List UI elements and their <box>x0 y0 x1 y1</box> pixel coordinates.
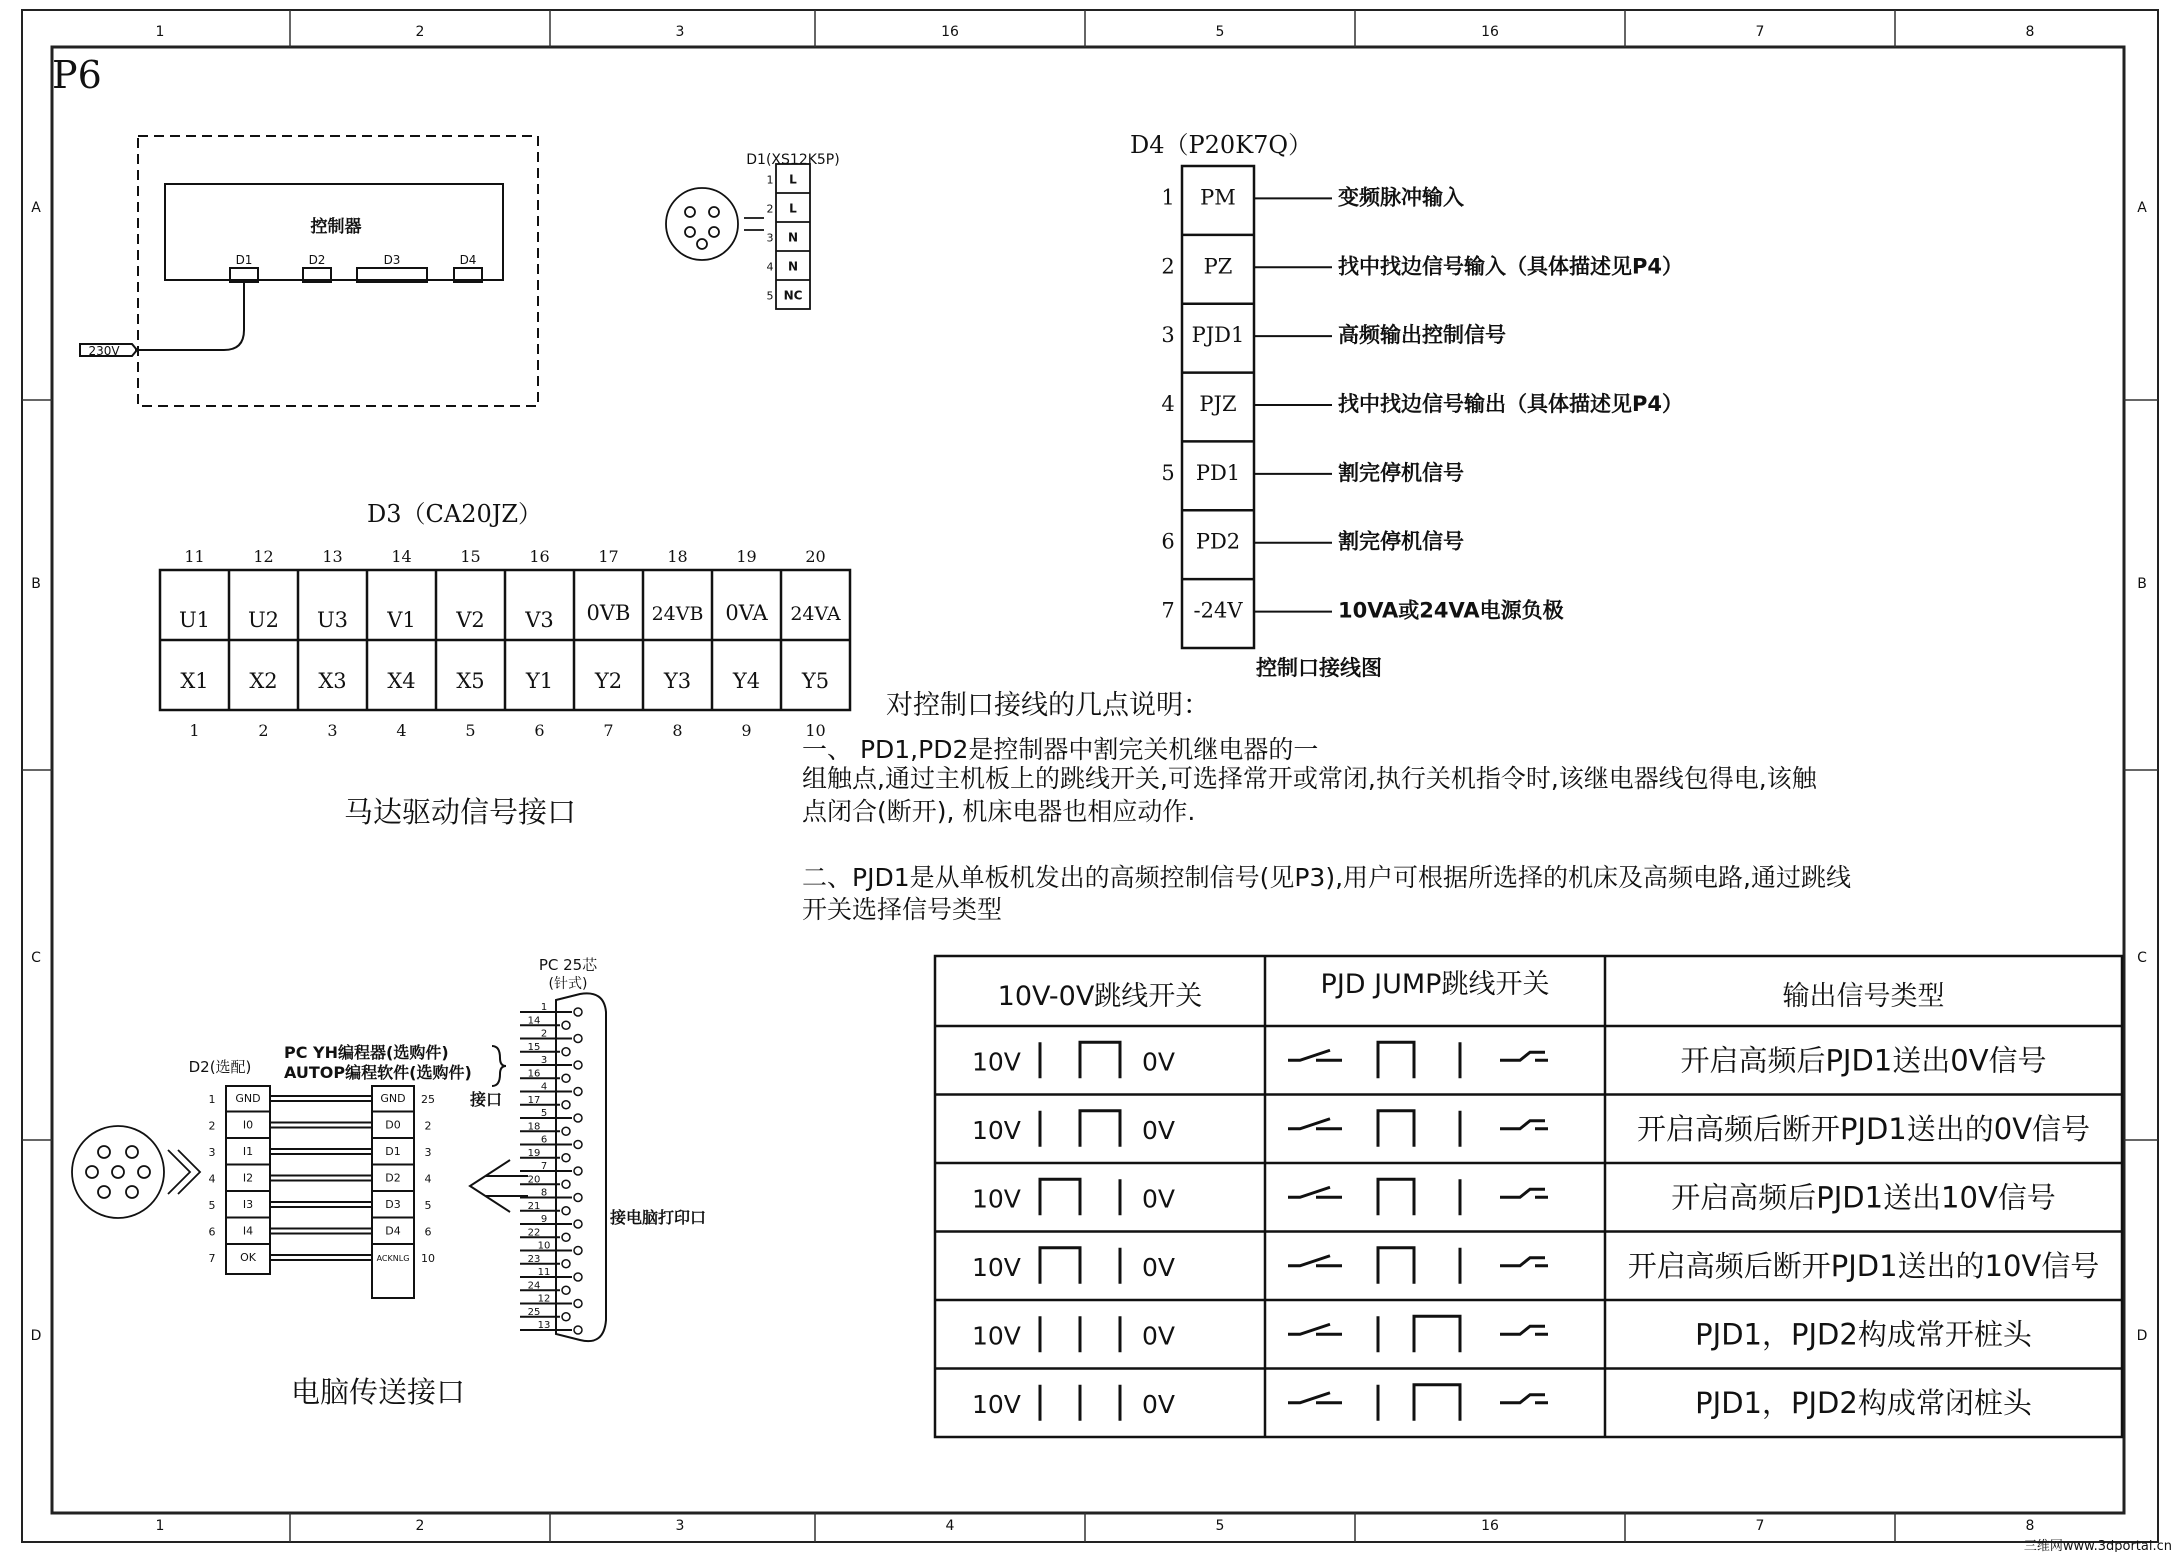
d3-bottom-pin-number: 3 <box>327 721 338 740</box>
db25-pin <box>574 1088 582 1096</box>
d4-pin-description: 割完停机信号 <box>1338 460 1464 485</box>
jump-left-label: 10V <box>972 1047 1021 1077</box>
d2-pin-signal: OK <box>240 1251 256 1264</box>
pc-pin-number: 25 <box>421 1093 435 1106</box>
switch-symbol <box>1500 1258 1548 1266</box>
software-brace <box>492 1046 506 1086</box>
d3-top-pin-number: 17 <box>598 547 619 566</box>
switch-symbol <box>1288 1187 1342 1197</box>
d3-caption: 马达驱动信号接口 <box>343 795 577 829</box>
d2-wiring <box>209 1086 436 1298</box>
d3-bottom-pin-number: 7 <box>603 721 614 740</box>
d4-pin-name: PJZ <box>1199 392 1237 416</box>
zone-number-top: 5 <box>1215 24 1225 40</box>
zone-number-top: 2 <box>415 24 425 40</box>
note-1 <box>802 735 1818 826</box>
jump-cap <box>1080 1111 1120 1147</box>
d2-round-connector <box>72 1126 200 1218</box>
jump-cap <box>1414 1316 1460 1352</box>
jump-output-type: PJD1，PJD2构成常闭桩头 <box>1695 1385 2032 1420</box>
pc-pin-number: 6 <box>424 1225 432 1239</box>
d3-top-pin-number: 15 <box>460 547 481 566</box>
switch-symbol <box>1500 1189 1548 1197</box>
db25-pin-number: 7 <box>540 1161 548 1172</box>
pc-pin-number: 10 <box>421 1252 435 1265</box>
zone-number-bottom: 3 <box>675 1518 685 1534</box>
zone-letter-left: B <box>31 576 41 592</box>
pc-pin-signal: D4 <box>385 1224 401 1238</box>
switch-symbol <box>1500 1395 1548 1403</box>
d3-bottom-pin-number: 6 <box>534 721 545 740</box>
db25-shell <box>556 993 606 1341</box>
jump-output-type: 开启高频后断开PJD1送出的0V信号 <box>1636 1111 2091 1146</box>
db25-pin-number: 12 <box>537 1293 551 1305</box>
notes-heading: 对控制口接线的几点说明： <box>886 690 1210 721</box>
db25-pin <box>562 1048 570 1056</box>
jump-left-label: 10V <box>972 1252 1021 1282</box>
db25-pin <box>574 1114 582 1122</box>
db25-title-1: PC 25芯 <box>538 956 598 974</box>
d4-pin-number: 6 <box>1161 529 1175 554</box>
note-2-line: 开关选择信号类型 <box>802 895 1003 924</box>
d2-pin-number: 3 <box>208 1146 216 1159</box>
db25-pin <box>562 1207 570 1215</box>
db25-pin <box>562 1021 570 1029</box>
d4-pin-name: -24V <box>1193 598 1243 623</box>
note-2 <box>802 863 1851 924</box>
db25-pin-number: 17 <box>527 1094 541 1106</box>
power-label: 230V <box>88 344 120 358</box>
pc-pin-number: 4 <box>424 1172 432 1186</box>
d3-bottom-signal: Y5 <box>801 669 830 693</box>
d3-top-signal: U2 <box>247 608 280 632</box>
d3-terminal-table <box>160 547 850 740</box>
db25-pin <box>574 1273 582 1281</box>
d4-pin-number: 4 <box>1161 392 1175 416</box>
jump-right-label: 0V <box>1142 1047 1176 1077</box>
d3-bottom-pin-number: 1 <box>189 721 200 740</box>
controller-port-label-d1: D1 <box>235 253 253 267</box>
db25-pin <box>562 1180 570 1188</box>
d2-pin-number: 2 <box>208 1119 216 1133</box>
jump-cap <box>1414 1385 1460 1421</box>
jump-table-header: 输出信号类型 <box>1782 981 1945 1012</box>
note-1-line: 一、 PD1,PD2是控制器中割完关机继电器的一 <box>802 735 1319 764</box>
db25-pin-number: 20 <box>527 1174 541 1186</box>
d1-pin-number: 3 <box>766 231 774 245</box>
d3-top-pin-number: 18 <box>667 547 688 566</box>
jump-cap <box>1378 1248 1414 1284</box>
db25-pin-number: 5 <box>540 1108 548 1119</box>
d1-pin-signal: N <box>787 230 799 245</box>
db25-pin <box>562 1286 570 1294</box>
switch-symbol <box>1288 1050 1342 1060</box>
db25-pin <box>574 1061 582 1069</box>
pc-pin-number: 2 <box>424 1119 432 1133</box>
switch-symbol <box>1288 1119 1342 1129</box>
pc-pin-signal: D2 <box>385 1171 401 1185</box>
d3-bottom-signal: X2 <box>249 669 278 693</box>
d1-pin-number: 2 <box>766 202 774 216</box>
d4-pin-description: 变频脉冲输入 <box>1338 185 1464 210</box>
jump-switch-table <box>935 956 2122 1437</box>
note-2-line: 二、PJD1是从单板机发出的高频控制信号(见P3),用户可根据所选择的机床及高频电路,通过跳线 <box>802 863 1851 892</box>
db25-pin-number: 1 <box>540 1002 548 1013</box>
db25-pin-number: 4 <box>540 1081 548 1093</box>
d3-bottom-pin-number: 9 <box>741 721 752 740</box>
zone-letter-right: C <box>2137 950 2147 966</box>
jump-left-label: 10V <box>972 1115 1021 1145</box>
db25-connector <box>520 993 606 1341</box>
d2-pin-number: 1 <box>208 1093 216 1106</box>
zone-number-bottom: 1 <box>155 1518 165 1534</box>
zone-number-top: 3 <box>675 24 685 40</box>
d4-caption: 控制口接线图 <box>1256 656 1382 680</box>
d3-top-signal: V2 <box>456 608 485 632</box>
d3-top-signal: V1 <box>387 608 416 632</box>
page-label: P6 <box>52 53 102 97</box>
d2-pin-signal: I1 <box>242 1145 254 1158</box>
db25-pin <box>562 1101 570 1109</box>
zone-letter-left: A <box>31 200 41 216</box>
controller-title: 控制器 <box>310 217 362 237</box>
d1-title: D1(XS12K5P) <box>746 152 840 168</box>
db25-pin <box>562 1154 570 1162</box>
jump-table-header: PJD JUMP跳线开关 <box>1320 969 1550 1000</box>
db25-pin <box>574 1167 582 1175</box>
d3-bottom-signal: Y1 <box>525 669 554 693</box>
d3-top-signal: V3 <box>525 608 554 632</box>
db25-pin <box>574 1220 582 1228</box>
d3-top-signal: U3 <box>316 608 349 632</box>
db25-pin-number: 23 <box>527 1253 541 1265</box>
controller-port-label-d2: D2 <box>308 253 326 267</box>
d4-pin-description: 高频输出控制信号 <box>1338 323 1506 348</box>
d1-pin-list <box>767 173 803 303</box>
d4-pin-number: 5 <box>1161 460 1175 485</box>
jump-cap <box>1080 1042 1120 1078</box>
jump-cap <box>1378 1179 1414 1215</box>
zone-number-bottom: 5 <box>1215 1518 1225 1534</box>
note-1-line: 点闭合(断开), 机床电器也相应动作. <box>802 797 1196 826</box>
db25-pin <box>562 1074 570 1082</box>
db25-pin <box>562 1127 570 1135</box>
d1-pin-signal: NC <box>783 288 803 303</box>
db25-pin <box>574 1300 582 1308</box>
d1-pin-signal: N <box>787 259 799 274</box>
d2-pin-number: 6 <box>208 1225 216 1239</box>
d2-pin-number: 4 <box>208 1172 216 1186</box>
db25-pin <box>574 1035 582 1043</box>
d1-pin-number: 1 <box>766 173 774 187</box>
db25-pin <box>562 1260 570 1268</box>
d3-bottom-signal: Y2 <box>594 669 623 693</box>
d3-top-pin-number: 16 <box>529 547 550 566</box>
d3-title: D3（CA20JZ） <box>367 500 543 528</box>
software-line-2: AUTOP编程软件(选购件) <box>284 1063 472 1082</box>
d3-top-pin-number: 19 <box>736 547 757 566</box>
d3-top-signal: 24VB <box>651 603 704 625</box>
d2-pin-number: 7 <box>208 1252 216 1265</box>
zone-number-top: 1 <box>155 24 165 40</box>
db25-pin-number: 8 <box>540 1187 548 1199</box>
d3-bottom-signal: Y3 <box>663 669 692 693</box>
zone-letter-right: B <box>2137 576 2147 592</box>
d3-bottom-pin-number: 10 <box>805 721 826 740</box>
d2-pin-signal: I3 <box>242 1198 254 1211</box>
d2-pin-signal: I4 <box>242 1224 254 1238</box>
controller-port-label-d4: D4 <box>459 253 477 267</box>
pc-pin-signal: GND <box>380 1092 406 1105</box>
d2-pin-signal: I0 <box>242 1118 254 1132</box>
d4-pin-description: 找中找边信号输出（具体描述见P4） <box>1338 392 1684 416</box>
jump-left-label: 10V <box>972 1321 1021 1351</box>
d1-pin-number: 5 <box>766 289 774 303</box>
d1-pin-number: 4 <box>766 260 774 274</box>
d4-pin-description: 10VA或24VA电源负极 <box>1338 598 1564 623</box>
zone-number-bottom: 2 <box>415 1518 425 1534</box>
db25-pin-number: 15 <box>527 1041 541 1053</box>
software-line-1: PC YH编程器(选购件) <box>284 1043 449 1062</box>
d4-pin-name: PM <box>1200 185 1236 210</box>
jump-right-label: 0V <box>1142 1252 1176 1282</box>
interface-arrow <box>470 1160 528 1212</box>
d3-top-pin-number: 14 <box>391 547 412 566</box>
db25-pin-number: 3 <box>540 1055 548 1066</box>
d3-bottom-signal: X3 <box>318 669 347 693</box>
db25-pin-number: 6 <box>540 1134 548 1146</box>
jump-left-label: 10V <box>972 1184 1021 1214</box>
db25-pin <box>574 1326 582 1334</box>
db25-pin-number: 19 <box>527 1147 541 1159</box>
zone-number-bottom: 16 <box>1481 1518 1499 1534</box>
jump-cap <box>1378 1042 1414 1078</box>
db25-pin-number: 10 <box>537 1240 551 1252</box>
d3-bottom-signal: X4 <box>387 669 416 693</box>
pc-pin-number: 5 <box>424 1199 432 1212</box>
d3-bottom-pin-number: 2 <box>258 721 269 740</box>
zone-number-top: 7 <box>1755 24 1765 40</box>
d3-bottom-pin-number: 4 <box>396 721 407 740</box>
d4-pin-number: 7 <box>1161 598 1175 623</box>
zone-letter-left: C <box>31 950 41 966</box>
software-suffix: 接口 <box>470 1090 503 1109</box>
d4-pin-number: 3 <box>1161 323 1175 348</box>
zone-number-top: 8 <box>2025 24 2035 40</box>
watermark: 三维网www.3dportal.cn <box>2023 1539 2172 1552</box>
jump-right-label: 0V <box>1142 1115 1176 1145</box>
db25-pin <box>562 1233 570 1241</box>
db25-pin <box>574 1008 582 1016</box>
zone-letter-right: D <box>2136 1328 2148 1344</box>
d3-bottom-pin-number: 5 <box>465 721 476 740</box>
jump-cap <box>1040 1179 1080 1215</box>
d3-top-pin-number: 12 <box>253 547 274 566</box>
jump-table-header: 10V-0V跳线开关 <box>997 981 1203 1012</box>
note-1-line: 组触点,通过主机板上的跳线开关,可选择常开或常闭,执行关机指令时,该继电器线包得电,该触 <box>802 764 1817 793</box>
switch-symbol <box>1288 1393 1342 1403</box>
jump-right-label: 0V <box>1142 1184 1176 1214</box>
db25-pin-number: 21 <box>527 1200 541 1212</box>
db25-pin-number: 22 <box>527 1227 541 1239</box>
d2-pin-signal: GND <box>235 1092 261 1105</box>
d2-pin-signal: I2 <box>242 1171 254 1185</box>
d4-pin-description: 找中找边信号输入（具体描述见P4） <box>1338 254 1684 279</box>
d4-pin-rows <box>1161 185 1683 622</box>
d4-pin-description: 割完停机信号 <box>1338 529 1464 554</box>
switch-symbol <box>1500 1052 1548 1060</box>
d3-top-signal: 0VB <box>586 601 631 625</box>
d4-pin-name: PZ <box>1203 254 1233 279</box>
db25-pin-number: 2 <box>540 1028 548 1040</box>
db25-pin <box>562 1313 570 1321</box>
db25-pin-number: 13 <box>537 1320 551 1331</box>
d3-bottom-signal: Y4 <box>732 669 761 693</box>
d1-pin-signal: L <box>789 201 797 216</box>
d2-title: D2(选配) <box>188 1058 252 1076</box>
zone-letter-left: D <box>30 1328 42 1344</box>
zone-number-bottom: 7 <box>1755 1518 1765 1534</box>
jump-output-type: 开启高频后断开PJD1送出的10V信号 <box>1627 1248 2100 1283</box>
d3-top-signal: 24VA <box>790 603 841 625</box>
zone-letter-right: A <box>2137 200 2147 216</box>
switch-symbol <box>1500 1326 1548 1334</box>
d3-bottom-pin-number: 8 <box>672 721 683 740</box>
jump-cap <box>1378 1111 1414 1147</box>
db25-pin <box>574 1247 582 1255</box>
d3-top-signal: U1 <box>178 608 211 632</box>
d3-top-pin-number: 20 <box>805 547 826 566</box>
pc-pin-number: 3 <box>424 1146 432 1159</box>
d2-caption: 电脑传送接口 <box>290 1375 466 1409</box>
db25-title-2: (针式) <box>548 976 588 992</box>
d3-top-signal: 0VA <box>725 601 768 625</box>
db25-pin-number: 25 <box>527 1306 541 1318</box>
db25-pin-number: 11 <box>537 1267 551 1278</box>
jump-right-label: 0V <box>1142 1321 1176 1351</box>
d4-pin-name: PJD1 <box>1191 323 1245 348</box>
db25-pin <box>574 1194 582 1202</box>
zone-number-bottom: 8 <box>2025 1518 2035 1534</box>
db25-pin-number: 9 <box>540 1214 548 1225</box>
db25-pin-number: 24 <box>527 1280 541 1292</box>
pc-pin-signal: ACKNLG <box>376 1254 410 1263</box>
db25-pin <box>574 1141 582 1149</box>
db25-pin-number: 14 <box>527 1015 541 1027</box>
switch-symbol <box>1288 1256 1342 1266</box>
pc-pin-signal: D1 <box>385 1145 401 1158</box>
d4-pin-name: PD2 <box>1195 529 1241 554</box>
controller-port-label-d3: D3 <box>383 253 401 267</box>
jump-output-type: PJD1，PJD2构成常开桩头 <box>1695 1317 2032 1352</box>
jump-left-label: 10V <box>972 1389 1021 1419</box>
zone-number-bottom: 4 <box>945 1518 955 1534</box>
d4-pin-number: 2 <box>1161 254 1175 279</box>
db25-pin-number: 18 <box>527 1121 541 1133</box>
d3-bottom-signal: X5 <box>456 669 485 693</box>
d4-pin-name: PD1 <box>1195 460 1241 485</box>
controller-diagram <box>80 136 538 406</box>
d4-pin-number: 1 <box>1161 185 1175 210</box>
pc-pin-signal: D3 <box>385 1198 401 1211</box>
jump-output-type: 开启高频后PJD1送出10V信号 <box>1671 1180 2056 1215</box>
switch-symbol <box>1288 1324 1342 1334</box>
jump-output-type: 开启高频后PJD1送出0V信号 <box>1680 1043 2047 1078</box>
d3-top-pin-number: 13 <box>322 547 343 566</box>
switch-symbol <box>1500 1121 1548 1129</box>
jump-cap <box>1040 1248 1080 1284</box>
d3-top-pin-number: 11 <box>184 547 205 566</box>
pc-pin-signal: D0 <box>385 1118 401 1132</box>
d4-title: D4（P20K7Q） <box>1130 131 1313 159</box>
db25-pin-number: 16 <box>527 1068 541 1080</box>
d2-pin-number: 5 <box>208 1199 216 1212</box>
d1-pin-signal: L <box>789 172 797 187</box>
zone-number-top: 16 <box>1481 24 1499 40</box>
d3-bottom-signal: X1 <box>180 669 209 693</box>
zone-number-top: 16 <box>941 24 959 40</box>
power-cable <box>135 282 244 350</box>
jump-right-label: 0V <box>1142 1389 1176 1419</box>
printer-label: 接电脑打印口 <box>610 1208 707 1227</box>
